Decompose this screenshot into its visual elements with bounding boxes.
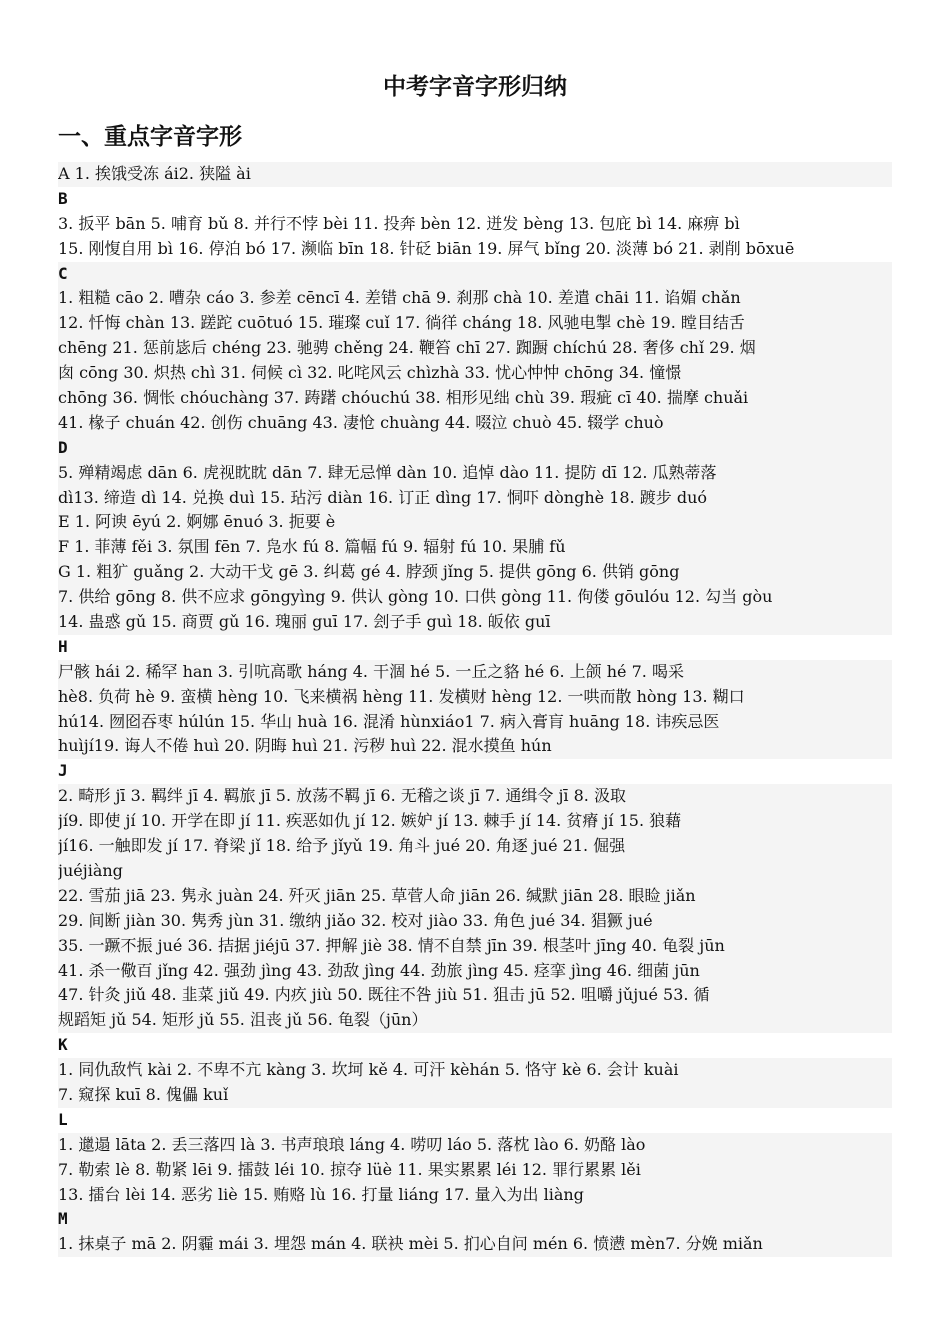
entry-list	[58, 162, 892, 1257]
entry-line: 41. 椽子 chuán 42. 创伤 chuāng 43. 凄怆 chuàng 44. 啜泣 chuò 45. 辍学 chuò	[58, 411, 892, 436]
letter-heading: K	[58, 1035, 68, 1055]
letter-heading: L	[58, 1109, 68, 1129]
entry-line: 29. 间断 jiàn 30. 隽秀 jùn 31. 缴纳 jiǎo 32. 校对 jiào 33. 角色 jué 34. 猖獗 jué	[58, 909, 892, 934]
document-title: 中考字音字形归纳	[383, 74, 567, 100]
entry-line: 3. 扳平 bān 5. 哺育 bǔ 8. 并行不悖 bèi 11. 投奔 bèn 12. 迸发 bèng 13. 包庇 bì 14. 麻痹 bì	[58, 213, 740, 233]
entry-line: E 1. 阿谀 ēyú 2. 婀娜 ēnuó 3. 扼要 è	[58, 510, 892, 535]
letter-heading: C	[58, 262, 892, 287]
entry-line: 35. 一蹶不振 jué 36. 拮据 jiéjū 37. 押解 jiè 38. 情不自禁 jīn 39. 根茎叶 jīng 40. 龟裂 jūn	[58, 934, 892, 959]
entry-line: 13. 擂台 lèi 14. 恶劣 liè 15. 贿赂 lù 16. 打量 liáng 17. 量入为出 liàng	[58, 1183, 892, 1208]
entry-line: 5. 殚精竭虑 dān 6. 虎视眈眈 dān 7. 肆无忌惮 dàn 10. 追悼 dào 11. 提防 dī 12. 瓜熟蒂落	[58, 461, 892, 486]
entry-line: jí9. 即使 jí 10. 开学在即 jí 11. 疾恶如仇 jí 12. 嫉妒 jí 13. 棘手 jí 14. 贫瘠 jí 15. 狼藉	[58, 809, 892, 834]
entry-line: 14. 蛊惑 gǔ 15. 商贾 gǔ 16. 瑰丽 guī 17. 刽子手 guì 18. 皈依 guī	[58, 610, 892, 635]
entry-line: 22. 雪茄 jiā 23. 隽永 juàn 24. 歼灭 jiān 25. 草菅人命 jiān 26. 缄默 jiān 28. 眼睑 jiǎn	[58, 884, 892, 909]
entry-line: 7. 窥探 kuī 8. 傀儡 kuǐ	[58, 1083, 892, 1108]
entry-line: 1. 邋遢 lāta 2. 丢三落四 là 3. 书声琅琅 láng 4. 唠叨 láo 5. 落枕 lào 6. 奶酪 lào	[58, 1133, 892, 1158]
entry-line: 尸骸 hái 2. 稀罕 han 3. 引吭高歌 háng 4. 干涸 hé 5. 一丘之貉 hé 6. 上颌 hé 7. 喝采	[58, 660, 892, 685]
entry-line: 规蹈矩 jǔ 54. 矩形 jǔ 55. 沮丧 jǔ 56. 龟裂（jūn）	[58, 1008, 892, 1033]
entry-line: dì13. 缔造 dì 14. 兑换 duì 15. 玷污 diàn 16. 订正 dìng 17. 恫吓 dònghè 18. 踱步 duó	[58, 486, 892, 511]
entry-line: G 1. 粗犷 guǎng 2. 大动干戈 gē 3. 纠葛 gé 4. 脖颈 jǐng 5. 提供 gōng 6. 供销 gōng	[58, 560, 892, 585]
entry-line: 1. 抹桌子 mā 2. 阴霾 mái 3. 埋怨 mán 4. 联袂 mèi 5. 扪心自问 mén 6. 愤懑 mèn7. 分娩 miǎn	[58, 1232, 892, 1257]
entry-line: hè8. 负荷 hè 9. 蛮横 hèng 10. 飞来横祸 hèng 11. 发横财 hèng 12. 一哄而散 hòng 13. 糊口	[58, 685, 892, 710]
letter-heading: D	[58, 436, 892, 461]
entry-line: F 1. 菲薄 fěi 3. 氛围 fēn 7. 凫水 fú 8. 篇幅 fú 9. 辐射 fú 10. 果脯 fǔ	[58, 535, 892, 560]
entry-line: 47. 针灸 jiǔ 48. 韭菜 jiǔ 49. 内疚 jiù 50. 既往不咎 jiù 51. 狙击 jū 52. 咀嚼 jǔjué 53. 循	[58, 983, 892, 1008]
letter-heading: H	[58, 636, 68, 656]
entry-line: chēng 21. 惩前毖后 chéng 23. 驰骋 chěng 24. 鞭笞 chī 27. 踟蹰 chíchú 28. 奢侈 chǐ 29. 烟	[58, 336, 892, 361]
entry-line: 1. 同仇敌忾 kài 2. 不卑不亢 kàng 3. 坎坷 kě 4. 可汗 kèhán 5. 恪守 kè 6. 会计 kuài	[58, 1058, 892, 1083]
entry-line: 15. 刚愎自用 bì 16. 停泊 bó 17. 濒临 bīn 18. 针砭 biān 19. 屏气 bǐng 20. 淡薄 bó 21. 剥削 bōxuē	[58, 238, 795, 258]
entry-line: 2. 畸形 jī 3. 羁绊 jī 4. 羁旅 jī 5. 放荡不羁 jī 6. 无稽之谈 jī 7. 通缉令 jī 8. 汲取	[58, 784, 892, 809]
entry-line: 7. 供给 gōng 8. 供不应求 gōngyìng 9. 供认 gòng 10. 口供 gòng 11. 佝偻 gōulóu 12. 勾当 gòu	[58, 585, 892, 610]
letter-heading: J	[58, 761, 68, 781]
entry-line: A 1. 挨饿受冻 ái2. 狭隘 ài	[58, 162, 892, 187]
letter-heading: M	[58, 1207, 892, 1232]
entry-line: huìjí19. 诲人不倦 huì 20. 阴晦 huì 21. 污秽 huì 22. 混水摸鱼 hún	[58, 734, 892, 759]
entry-line: 7. 勒索 lè 8. 勒紧 lēi 9. 擂鼓 léi 10. 掠夺 lüè 11. 果实累累 léi 12. 罪行累累 lěi	[58, 1158, 892, 1183]
entry-line: 41. 杀一儆百 jǐng 42. 强劲 jìng 43. 劲敌 jìng 44. 劲旅 jìng 45. 痉挛 jìng 46. 细菌 jūn	[58, 959, 892, 984]
entry-line: 12. 忏悔 chàn 13. 蹉跎 cuōtuó 15. 璀璨 cuǐ 17. 徜徉 cháng 18. 风驰电掣 chè 19. 瞠目结舌	[58, 311, 892, 336]
entry-line: chōng 36. 惆怅 chóuchàng 37. 踌躇 chóuchú 38. 相形见绌 chù 39. 瑕疵 cī 40. 揣摩 chuǎi	[58, 386, 892, 411]
entry-line: 1. 粗糙 cāo 2. 嘈杂 cáo 3. 参差 cēncī 4. 差错 chā 9. 刹那 chà 10. 差遣 chāi 11. 谄媚 chǎn	[58, 286, 892, 311]
entry-line: hú14. 囫囵吞枣 húlún 15. 华山 huà 16. 混淆 hùnxiáo1 7. 病入膏肓 huāng 18. 讳疾忌医	[58, 710, 892, 735]
entry-line: jí16. 一触即发 jí 17. 脊梁 jǐ 18. 给予 jǐyǔ 19. 角斗 jué 20. 角逐 jué 21. 倔强	[58, 834, 892, 859]
entry-line: 囱 cōng 30. 炽热 chì 31. 伺候 cì 32. 叱咤风云 chìzhà 33. 忧心忡忡 chōng 34. 憧憬	[58, 361, 892, 386]
letter-heading: B	[58, 188, 68, 208]
section-heading: 一、重点字音字形	[58, 124, 242, 150]
entry-line: juéjiàng	[58, 859, 892, 884]
